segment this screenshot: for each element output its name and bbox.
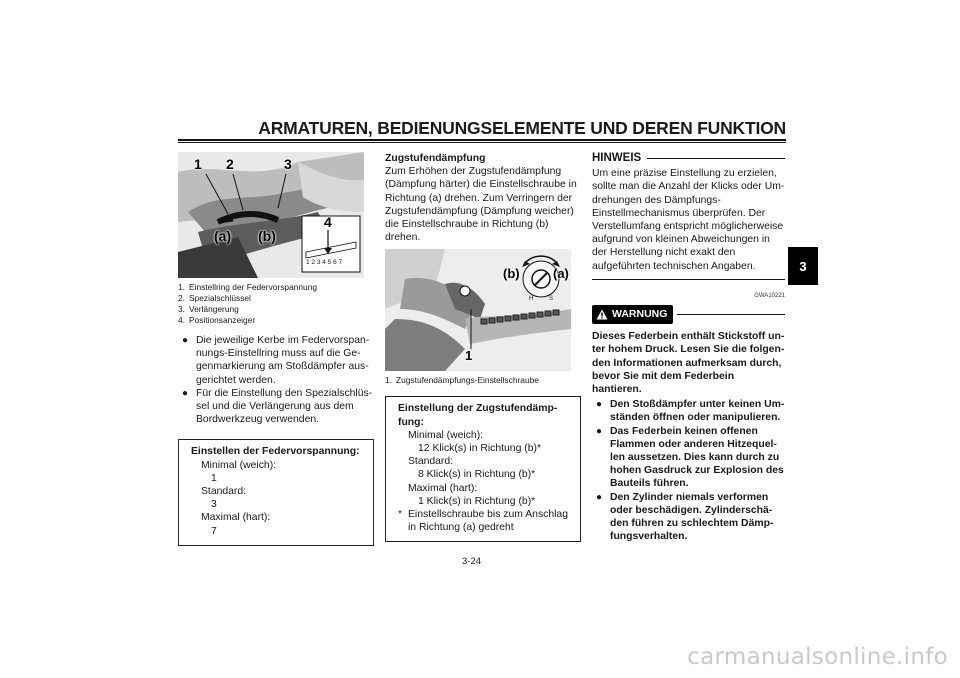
spec-title: Einstellung der Zugstufendämpfung:: [398, 403, 558, 428]
bullet-icon: ●: [596, 399, 603, 411]
chapter-tab: 3: [788, 247, 818, 285]
note-body: Um eine präzise Einstellung zu erzielen, sollte man die Anzahl der Klicks oder Umdrehungen des Dämpfungs-Einstellmechanismus überprüfen. Der Verstellumfang entspricht möglicherweise aufgrund von kleinen Abweichungen in der Herstellung nicht exakt den aufgeführten technischen Angaben.: [592, 168, 785, 272]
bullet-icon: ●: [596, 491, 603, 503]
preload-bullets: [178, 334, 374, 426]
figure-rebound-adjuster: [385, 249, 571, 371]
spec-std-label: Standard:: [201, 486, 247, 498]
spec-min-value: 1: [211, 472, 217, 484]
callout-1: 1: [194, 156, 202, 172]
header-rule-thin: [178, 142, 786, 143]
column-left: [178, 152, 374, 546]
warning-triangle-icon: [596, 309, 608, 320]
spec-max-value: 1 Klick(s) in Richtung (b)*: [418, 495, 536, 507]
dial-label-s: S: [549, 296, 554, 303]
bullet-item: ● Das Federbein keinen offenen Flammen oder anderen Hitzequellen aussetzen. Dies kann durch zu hohen Gasdruck zur Explosion des Bauteils führen.: [592, 425, 785, 491]
spec-max-value: 7: [211, 525, 217, 537]
caption-item: 2. Spezialschlüssel: [178, 293, 251, 303]
position-scale-digits: 1 2 3 4 5 6 7: [306, 259, 343, 266]
rebound-title: Zugstufendämpfung: [385, 153, 486, 164]
warning-code: GWA10221: [754, 292, 785, 299]
bullet-icon: ●: [182, 387, 189, 399]
watermark: carmanualsonline.info: [687, 644, 948, 670]
callout-a: (a): [214, 228, 232, 244]
header-rule: [178, 139, 786, 141]
bullet-icon: ●: [182, 335, 189, 346]
figure1-captions: [178, 282, 374, 326]
caption-item: 1. Einstellring der Federvorspannung: [178, 282, 318, 292]
spec-min-value: 12 Klick(s) in Richtung (b)*: [418, 443, 541, 455]
column-right: [592, 152, 785, 543]
warning-rule: [677, 314, 785, 315]
caption-item: 4. Positionsanzeiger: [178, 315, 256, 325]
warning-heading: [592, 305, 785, 324]
spec-max-label: Maximal (hart):: [201, 512, 271, 524]
caption-item: 1. Zugstufendämpfungs-Einstellschraube: [385, 375, 539, 386]
warning-label: WARNUNG: [612, 308, 668, 321]
warning-intro: Dieses Federbein enthält Stickstoff unter hohem Druck. Lesen Sie die folgenden Informationen aufmerksam durch, bevor Sie mit dem Federbein hantieren.: [592, 331, 785, 396]
bullet-item: ● Den Zylinder niemals verformen oder beschädigen. Zylinderschäden führen zu schlechtem Dämpfungsverhalten.: [592, 491, 785, 544]
column-middle: [385, 152, 581, 542]
warning-badge: [592, 305, 673, 324]
note-end-rule: [592, 279, 785, 280]
rebound-spec-box: [385, 396, 581, 542]
callout-1: 1: [465, 348, 473, 364]
callout-b: (b): [258, 228, 276, 244]
callout-b: (b): [503, 266, 520, 282]
spec-min-label: Minimal (weich):: [408, 429, 484, 441]
spec-max-label: Maximal (hart):: [408, 482, 478, 494]
page-header-title: ARMATUREN, BEDIENUNGSELEMENTE UND DEREN FUNKTION: [258, 118, 786, 138]
spec-std-value: 8 Klick(s) in Richtung (b)*: [418, 469, 536, 481]
bullet-item: ● Für die Einstellung den Spezialschlüssel und die Verlängerung aus dem Bordwerkzeug verwenden.: [178, 387, 374, 427]
callout-4: 4: [324, 214, 332, 230]
rebound-body: Zum Erhöhen der Zugstufendämpfung (Dämpfung härter) die Einstellschraube in Richtung (a) drehen. Zum Verringern der Zugstufendämpfung (Dämpfung weicher) die Einstellschraube in Richtung (b) drehen.: [385, 166, 577, 244]
note-heading: [592, 152, 785, 165]
figure-preload-adjustment: [178, 152, 364, 278]
bullet-item: ● Den Stoßdämpfer unter keinen Umständen öffnen oder manipulieren.: [592, 398, 785, 424]
rebound-photo-drawing: [385, 249, 571, 371]
spec-std-value: 3: [211, 499, 217, 511]
callout-3: 3: [284, 156, 292, 172]
warning-bullets: [592, 398, 785, 543]
figure2-captions: [385, 375, 581, 386]
page-number: 3-24: [462, 556, 482, 567]
spec-min-label: Minimal (weich):: [201, 459, 277, 471]
caption-item: 3. Verlängerung: [178, 304, 239, 314]
spec-std-label: Standard:: [408, 456, 454, 468]
note-rule: [647, 158, 785, 159]
dial-label-h: H: [529, 296, 534, 303]
bullet-icon: ●: [596, 425, 603, 437]
spec-note: * Einstellschraube bis zum Anschlag in Richtung (a) gedreht: [398, 509, 568, 534]
bullet-item: ● Die jeweilige Kerbe im Federvorspannungs-Einstellring muss auf die Gegenmarkierung am Stoßdämpfer ausgerichtet werden.: [178, 334, 374, 387]
callout-2: 2: [226, 156, 234, 172]
spec-title: Einstellen der Federvorspannung:: [191, 446, 360, 458]
note-label: HINWEIS: [592, 152, 642, 164]
callout-a: (a): [553, 266, 569, 282]
preload-spec-box: [178, 439, 374, 545]
